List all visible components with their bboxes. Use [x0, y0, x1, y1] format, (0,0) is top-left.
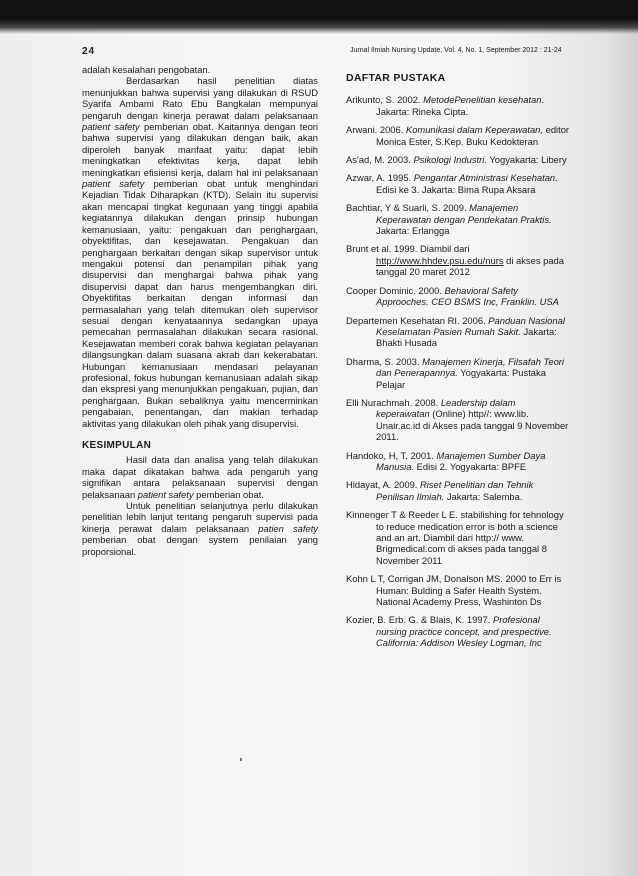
- reference-item: Kinnenger T & Reeder L E. stabilishing for tehnology to reduce medication error is both a science and an art. Diambil dari http:// www. Brigmedical.com di akses pada tanggal 8 November 2011: [346, 509, 564, 566]
- paragraph-conclusion: Hasil data dan analisa yang telah dilakukan maka dapat dikatakan bahwa ada pengaruh yang signifikan antara pelaksanaan supervisi dengan pelaksanaan patient safety pemberian obat.: [82, 454, 318, 500]
- right-column: [346, 73, 570, 656]
- reference-item: Hidayat, A. 2009. Riset Penelitian dan Tehnik Penilisan Ilmiah. Jakarta: Salemba.: [346, 479, 534, 502]
- reference-item: As'ad, M. 2003. Psikologi Industri. Yogyakarta: Libery: [346, 154, 567, 166]
- reference-item: Handoko, H, T. 2001. Manajemen Sumber Daya Manusia. Edisi 2. Yogyakarta: BPFE: [346, 449, 546, 472]
- running-header: Jurnal Ilmiah Nursing Update, Vol. 4, No. 1, September 2012 : 21-24: [350, 47, 562, 54]
- reference-list: [346, 94, 570, 648]
- paragraph-suggestion: Untuk penelitian selanjutnya perlu dilakukan penelitian lebih lanjut tentang pengaruh supervisi pada kinerja perawat dalam pelaksanaan patien safety pemberian obat dengan system penilaian yang proporsional.: [82, 500, 318, 557]
- reference-link[interactable]: http://www.hhdev.psu.edu/nurs: [376, 254, 504, 266]
- page-number: 24: [82, 46, 96, 57]
- reference-item: Arwani. 2006. Komunikasi dalam Keperawatan, editor Monica Ester, S.Kep. Buku Kedokteran: [346, 124, 570, 147]
- paragraph-continuation: adalah kesalahan pengobatan.: [82, 64, 211, 75]
- paragraph-discussion: Berdasarkan hasil penelitian diatas menunjukkan bahwa supervisi yang dilakukan di RSUD Syarifa Ambami Rato Ebu Bangkalan mempunyai pengaruh dengan kinerja perawat dalam pelaksanaan patient safety pemberian obat. Kaitannya dengan teori bahwa supervisi yang dilakukan dengan baik, akan diperoleh banyak manfaat yaitu: dapat lebih meningkatkan efektivitas kerja, dapat lebih meningkatkan efisiensi kerja, dalam hal ini pelaksanaan patient safety pemberian obat untuk menghindari Kejadian Tidak Diharapkan (KTD). Selain itu supervisi akan mencapai tingkat kegunaan yang tinggi apabila kegiatannya dilakukan dengan prinsip hubungan kemanusiaan, yaitu: pengakuan dan penghargaan, obyektifitas, dan kesejawatan. Pengakuan dan penghargaan berkaitan dengan sikap supervisor untuk mengakui potensi dan penampilan pihak yang disupervisi dan menghargai bahwa pihak yang disupervisi dapat dan harus mengembangkan diri. Obyektifitas berkaitan dengan informasi dan permasalahan yang telah ditemukan oleh supervisor sesuai dengan kenyataannya sedangkan upaya pemecahan permasalahan dilakukan secara rasional. Kesejawatan memberi corak bahwa kegiatan pelayanan dilangsungkan dalam suasana akrab dan kekerabatan. Hubungan kemanusiaan mendasari pelayanan profesional, fokus hubungan kemanusiaan adalah sikap dan ekspresi yang menunjukkan pengakuan, pujian, dan penghargaan. Bukan sebaliknya yaitu mencerminkan pengabaian, penentangan, dan makian terhadap aktivitas yang dilakukan oleh pihak yang disupervisi.: [82, 75, 318, 429]
- reference-item: Bachtiar, Y & Suarli, S. 2009. Manajemen Keperawatan dengan Pendekatan Praktis. Jakarta: Erlangga: [346, 202, 552, 237]
- scan-top-shadow: [0, 0, 638, 34]
- reference-item: Dharma, S. 2003. Manajemen Kinerja, Filsafah Teori dan Penerapannya. Yogyakarta: Pustaka Pelajar: [346, 355, 565, 390]
- reference-item: Cooper Dominic. 2000. Behavioral Safety Approoches. CEO BSMS Inc, Franklin. USA: [346, 284, 559, 308]
- reference-item: Azwar, A. 1995. Pengantar Atministrasi Kesehatan. Edisi ke 3. Jakarta: Bima Rupa Aksara: [346, 172, 558, 195]
- reference-item: Kozier, B. Erb. G. & Blais, K. 1997. Profesional nursing practice concept, and prespective. California: Addison Wesley Logman, Inc: [346, 614, 552, 649]
- section-heading-daftar-pustaka: DAFTAR PUSTAKA: [346, 72, 446, 84]
- left-column: [82, 64, 318, 557]
- reference-item: Kohn L T, Corrigan JM, Donalson MS. 2000 to Err is Human: Bulding a Safer Health System. National Academy Press, Washinton Ds: [346, 573, 562, 608]
- reference-item: Arikunto, S. 2002. MetodePenelitian kesehatan. Jakarta: Rineka Cipta.: [346, 94, 545, 117]
- scan-speck: [240, 758, 242, 761]
- reference-item: Elli Nurachmah. 2008. Leadership dalam keperawatan (Online) http//: www.lib. Unair.ac.id di Akses pada tanggal 9 November 2011.: [346, 396, 569, 443]
- reference-item: Departemen Kesehatan RI. 2006. Panduan Nasional Keselamatan Pasien Rumah Sakit. Jakarta: Bhakti Husada: [346, 314, 565, 349]
- reference-item: Brunt et al. 1999. Diambil dari http://www.hhdev.psu.edu/nurs di akses pada tanggal 20 maret 2012: [346, 243, 564, 278]
- section-heading-kesimpulan: KESIMPULAN: [82, 440, 152, 451]
